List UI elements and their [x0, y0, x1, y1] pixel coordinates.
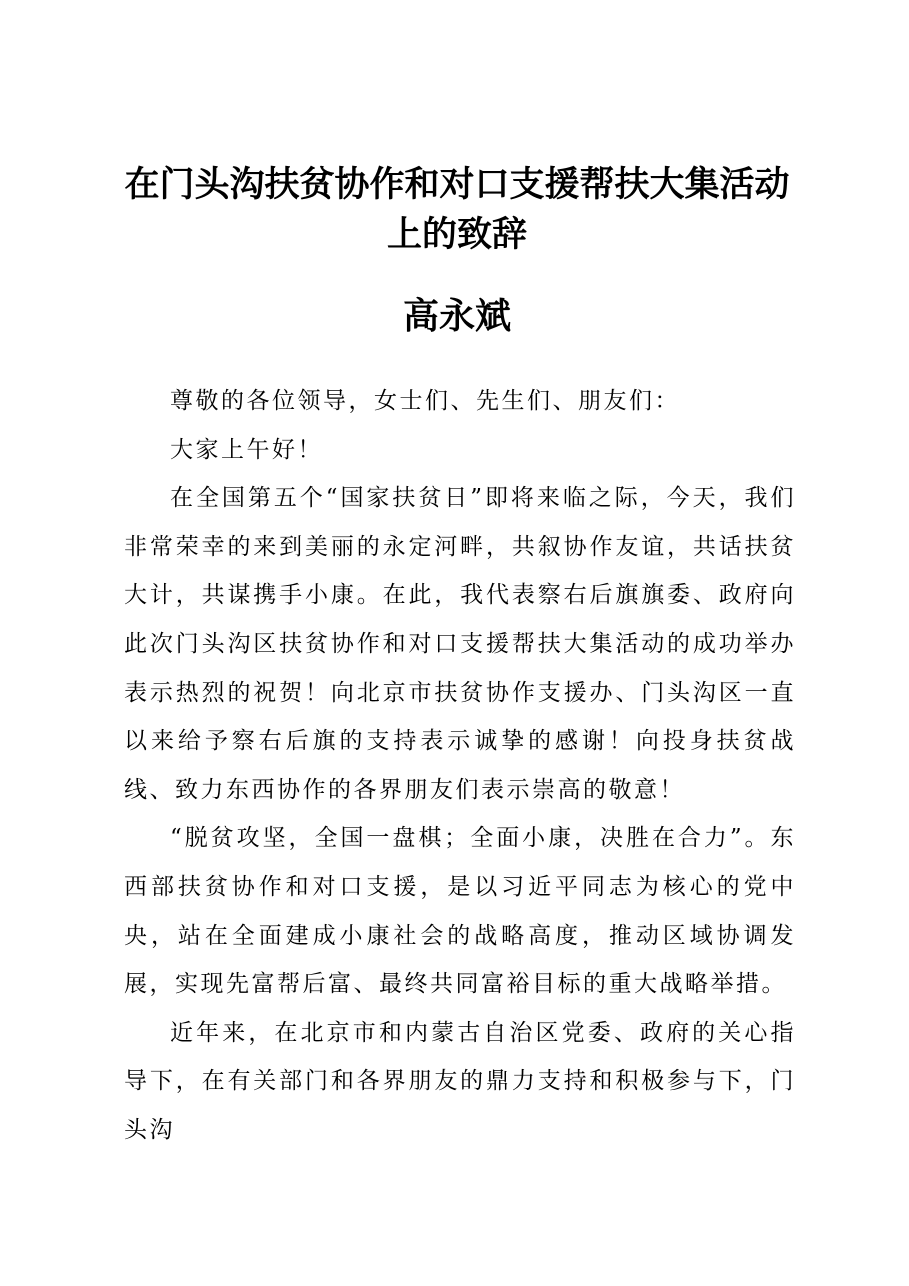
- document-title: 在门头沟扶贫协作和对口支援帮扶大集活动上的致辞: [124, 165, 790, 255]
- paragraph: “脱贫攻坚，全国一盘棋；全面小康，决胜在合力”。东西部扶贫协作和对口支援，是以习近平同志为核心的党中央，站在全面建成小康社会的战略高度，推动区域协调发展，实现先富帮后富、最终共同富裕目标的重大战略举措。: [124, 825, 796, 998]
- document-body: [124, 377, 796, 1155]
- paragraph: 在全国第五个“国家扶贫日”即将来临之际，今天，我们非常荣幸的来到美丽的永定河畔，共叙协作友谊，共话扶贫大计，共谋携手小康。在此，我代表察右后旗旗委、政府向此次门头沟区扶贫协作和对口支援帮扶大集活动的成功举办表示热烈的祝贺！向北京市扶贫协作支援办、门头沟区一直以来给予察右后旗的支持表示诚挚的感谢！向投身扶贫战线、致力东西协作的各界朋友们表示崇高的敬意！: [124, 485, 796, 803]
- paragraph-salutation: 尊敬的各位领导，女士们、先生们、朋友们：: [170, 388, 680, 414]
- document-author: 高永斌: [402, 296, 511, 337]
- paragraph: 近年来，在北京市和内蒙古自治区党委、政府的关心指导下，在有关部门和各界朋友的鼎力支持和积极参与下，门头沟: [124, 1019, 796, 1143]
- paragraph-greeting: 大家上午好！: [170, 436, 323, 463]
